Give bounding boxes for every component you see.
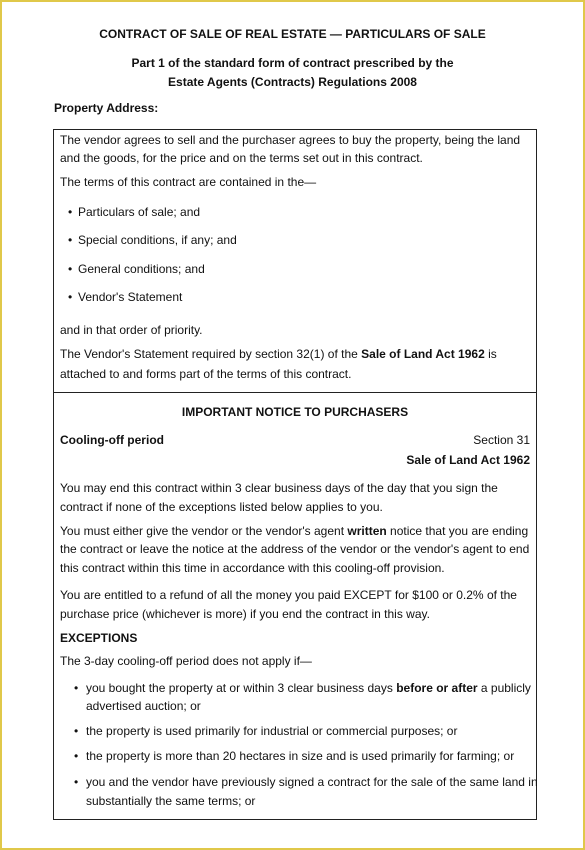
notice-written: written [347,524,387,538]
terms-intro: The terms of this contract are contained in the— [60,175,317,189]
exception-previous-contract-line-2: substantially the same terms; or [86,794,256,808]
exception-previous-contract-line-1: • you and the vendor have previously signed a contract for the sale of the same land in [74,775,530,789]
vs-text-post: is [484,347,497,361]
e1-bold: before or after [396,681,478,695]
terms-box [53,129,537,393]
priority-line: and in that order of priority. [60,323,203,337]
refund-line-1: You are entitled to a refund of all the money you paid EXCEPT for $100 or 0.2% of the [60,588,517,602]
cooling-line-1: You may end this contract within 3 clear business days of the day that you sign the [60,481,498,495]
notice-line-3: this contract within this time in accordance with this cooling-off provision. [60,561,445,575]
vendors-statement-line-2: attached to and forms part of the terms of this contract. [60,367,352,381]
notice-heading: IMPORTANT NOTICE TO PURCHASERS [181,405,409,419]
cooling-line-2: contract if none of the exceptions listed below applies to you. [60,500,383,514]
refund-line-2: purchase price (whichever is more) if you end the contract in this way. [60,607,430,621]
notice-line-1 [60,524,530,538]
cooling-off-label: Cooling-off period [60,433,164,447]
list-item-particulars: • Particulars of sale; and [68,205,530,219]
exception-auction-line-1 [74,681,530,695]
subtitle-line-1: Part 1 of the standard form of contract prescribed by the [131,56,454,70]
agreement-line-1: The vendor agrees to sell and the purchaser agrees to buy the property, being the land [60,133,521,147]
notice-text-post: notice that you are ending [386,524,529,538]
exception-auction-line-2: advertised auction; or [86,699,201,713]
vs-act-name: Sale of Land Act 1962 [361,347,485,361]
list-item-general-conditions: • General conditions; and [68,262,530,276]
property-address-label: Property Address: [54,101,159,115]
exceptions-intro: The 3-day cooling-off period does not apply if— [60,654,312,668]
section-reference: Section 31 [473,433,530,447]
exceptions-heading: EXCEPTIONS [60,631,138,645]
document-subtitle [0,54,585,92]
vs-text-pre: The Vendor's Statement required by section 32(1) of the [60,347,362,361]
subtitle-line-2: Estate Agents (Contracts) Regulations 2008 [168,75,417,89]
e1-text-post: a publicly [477,681,531,695]
exception-farming: • the property is more than 20 hectares in size and is used primarily for farming; or [74,749,530,763]
act-reference: Sale of Land Act 1962 [406,453,530,467]
notice-line-2: the contract or leave the notice at the address of the vendor or the vendor's agent to end [60,542,530,556]
document-title: CONTRACT OF SALE OF REAL ESTATE — PARTICULARS OF SALE [99,27,486,41]
notice-box [53,393,537,820]
notice-text-pre: You must either give the vendor or the vendor's agent [60,524,348,538]
list-item-special-conditions: • Special conditions, if any; and [68,233,530,247]
agreement-line-2: and the goods, for the price and on the terms set out in this contract. [60,151,423,165]
e1-text-pre: you bought the property at or within 3 clear business days [86,681,397,695]
exception-commercial: • the property is used primarily for industrial or commercial purposes; or [74,724,530,738]
vendors-statement-line-1 [60,347,530,361]
list-item-vendors-statement: • Vendor's Statement [68,290,530,304]
